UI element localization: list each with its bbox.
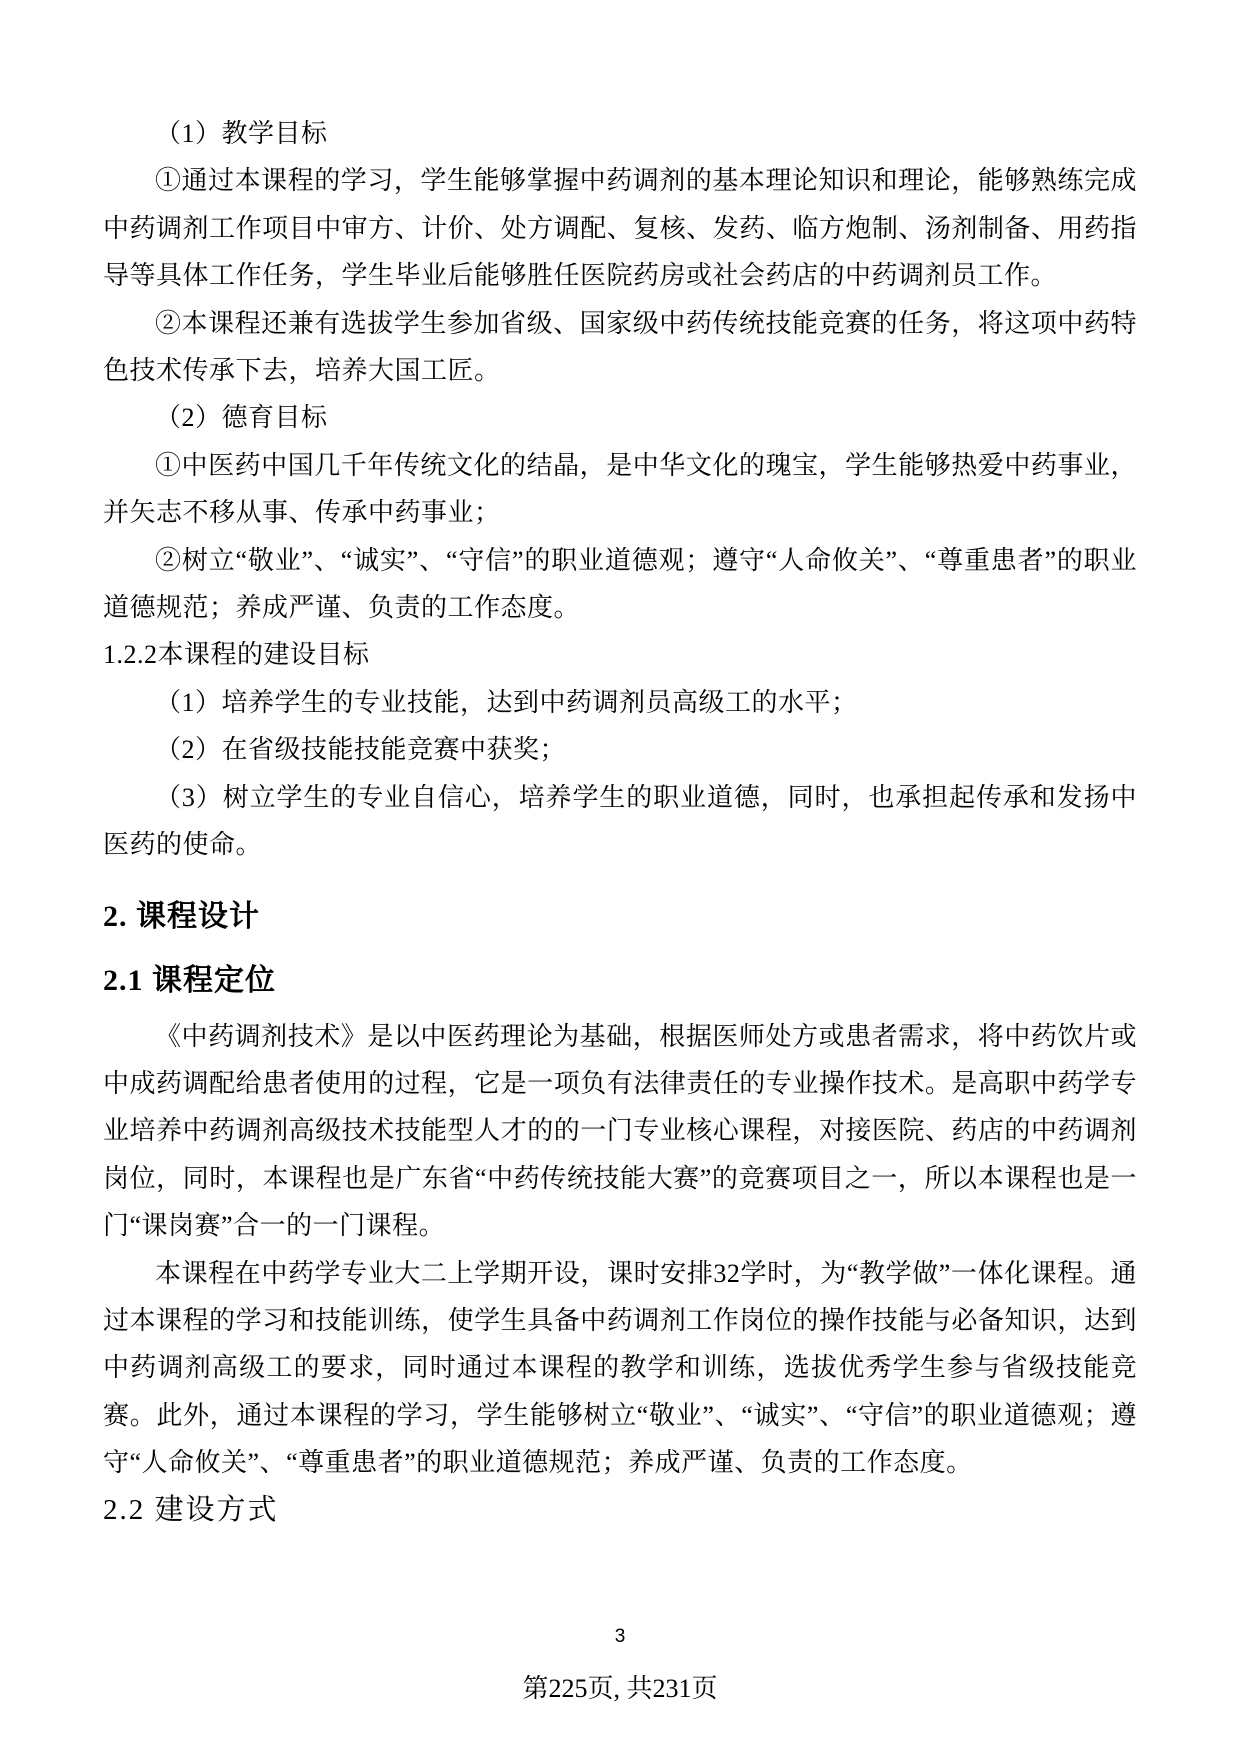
paragraph-construction-goal-2: （2）在省级技能技能竞赛中获奖； [155,735,567,765]
page-body [103,110,1137,1534]
paragraph-moral-goal-2: ②树立“敬业”、“诚实”、“守信”的职业道德观；遵守“人命攸关”、“尊重患者”的职业道德规范；养成严谨、负责的工作态度。 [103,545,1137,623]
paragraph-construction-goal-title: 1.2.2本课程的建设目标 [103,640,370,670]
heading-construction-method: 2.2 建设方式 [103,1493,279,1526]
paragraph-teaching-goal-title: （1）教学目标 [155,119,328,148]
page-number: 3 [614,1626,626,1647]
heading-course-design: 2. 课程设计 [103,899,260,933]
page-footer-label: 第225页, 共231页 [522,1674,718,1703]
paragraph-teaching-goal-2: ②本课程还兼有选拔学生参加省级、国家级中药传统技能竞赛的任务，将这项中药特色技术传承下去，培养大国工匠。 [103,308,1137,386]
paragraph-construction-goal-3: （3）树立学生的专业自信心，培养学生的职业道德，同时，也承担起传承和发扬中医药的使命。 [103,782,1137,860]
paragraph-moral-goal-1: ①中医药中国几千年传统文化的结晶，是中华文化的瑰宝，学生能够热爱中药事业，并矢志不移从事、传承中药事业； [103,450,1137,528]
heading-course-positioning: 2.1 课程定位 [103,963,276,997]
paragraph-teaching-goal-1: ①通过本课程的学习，学生能够掌握中药调剂的基本理论知识和理论，能够熟练完成中药调剂工作项目中审方、计价、处方调配、复核、发药、临方炮制、汤剂制备、用药指导等具体工作任务，学生毕业后能够胜任医院药房或社会药店的中药调剂员工作。 [103,166,1137,291]
paragraph-course-positioning-1: 《中药调剂技术》是以中医药理论为基础，根据医师处方或患者需求，将中药饮片或中成药调配给患者使用的过程，它是一项负有法律责任的专业操作技术。是高职中药学专业培养中药调剂高级技术技能型人才的的一门专业核心课程，对接医院、药店的中药调剂岗位，同时，本课程也是广东省“中药传统技能大赛”的竞赛项目之一，所以本课程也是一门“课岗赛”合一的一门课程。 [103,1021,1137,1241]
paragraph-course-positioning-2: 本课程在中药学专业大二上学期开设，课时安排32学时，为“教学做”一体化课程。通过本课程的学习和技能训练，使学生具备中药调剂工作岗位的操作技能与必备知识，达到中药调剂高级工的要求，同时通过本课程的教学和训练，选拔优秀学生参与省级技能竞赛。此外，通过本课程的学习，学生能够树立“敬业”、“诚实”、“守信”的职业道德观；遵守“人命攸关”、“尊重患者”的职业道德规范；养成严谨、负责的工作态度。 [103,1258,1137,1478]
paragraph-construction-goal-1: （1）培养学生的专业技能，达到中药调剂员高级工的水平； [155,687,858,717]
paragraph-moral-goal-title: （2）德育目标 [155,403,328,433]
